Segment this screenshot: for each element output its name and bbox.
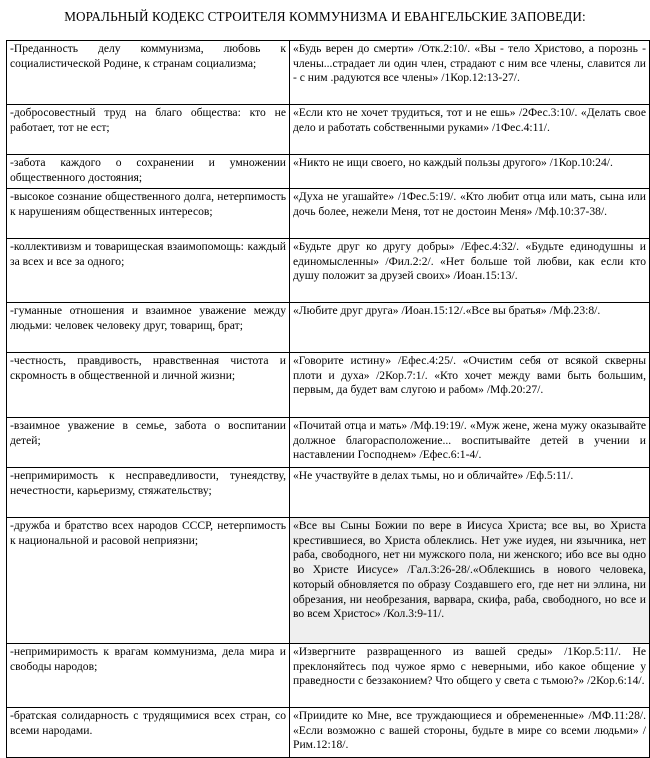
code-principle-cell: -братская солидарность с трудящимися всех стран, со всеми народами.	[7, 708, 290, 758]
code-principle-cell: -гуманные отношения и взаимное уважение между людьми: человек человеку друг, товарищ, брат;	[7, 303, 290, 353]
gospel-quote-cell: «Духа не угашайте» /1Фес.5:19/. «Кто любит отца или мать, сына или дочь более, нежели Меня, тот не достоин Меня» /Мф.10:37-38/.	[290, 189, 650, 239]
table-row	[7, 468, 650, 518]
table-row	[7, 303, 650, 353]
gospel-quote-cell: «Любите друг друга» /Иоан.15:12/.«Все вы братья» /Мф.23:8/.	[290, 303, 650, 353]
code-principle-cell: -непримиримость к врагам коммунизма, дела мира и свободы народов;	[7, 644, 290, 708]
code-principle-cell: -забота каждого о сохранении и умножении общественного достояния;	[7, 155, 290, 189]
table-row	[7, 189, 650, 239]
gospel-quote-cell: «Все вы Сыны Божии по вере в Иисуса Христа; все вы, во Христа крестившиеся, во Христа облеклись. Нет уже иудея, ни язычника, нет раба, свободного, нет ни мужского пола, ни женского; ибо все вы одно во Христе Иисусе» /Гал.3:26-28/.«Облекшись в нового человека, который обновляется по образу Создавшего его, где нет ни эллина, ни обрезания, ни необрезания, варвара, скифа, раба, свободного, но все и во всем Христос» /Кол.3:9-11/.	[290, 518, 650, 644]
gospel-quote-cell: «Почитай отца и мать» /Мф.19:19/. «Муж жене, жена мужу оказывайте должное благорасположение... воспитывайте детей в учении и наставлении Господнем» /Ефес.6:1-4/.	[290, 418, 650, 468]
gospel-quote-cell: «Не участвуйте в делах тьмы, но и обличайте» /Еф.5:11/.	[290, 468, 650, 518]
gospel-quote-cell: «Будьте друг ко другу добры» /Ефес.4:32/. «Будьте единодушны и единомысленны» /Фил.2:2/. «Нет больше той любви, как если кто душу положит за друзей своих» /Иоан.15:13/.	[290, 239, 650, 303]
table-row	[7, 105, 650, 155]
gospel-quote-cell: «Извергните развращенного из вашей среды» /1Кор.5:11/. Не преклоняйтесь под чужое ярмо с неверными, ибо какое общение у праведности с беззаконием? Что общего у света с тьмою?» /2Кор.6:14/.	[290, 644, 650, 708]
code-principle-cell: -честность, правдивость, нравственная чистота и скромность в общественной и личной жизни;	[7, 353, 290, 418]
code-principle-cell: -Преданность делу коммунизма, любовь к социалистической Родине, к странам социализма;	[7, 41, 290, 105]
gospel-quote-cell: «Приидите ко Мне, все труждающиеся и обремененные» /МФ.11:28/. «Если возможно с вашей стороны, будьте в мире со всеми людьми» /Рим.12:18/.	[290, 708, 650, 758]
document-title: МОРАЛЬНЫЙ КОДЕКС СТРОИТЕЛЯ КОММУНИЗМА И ЕВАНГЕЛЬСКИЕ ЗАПОВЕДИ:	[64, 9, 586, 24]
code-principle-cell: -взаимное уважение в семье, забота о воспитании детей;	[7, 418, 290, 468]
table-row	[7, 518, 650, 644]
table-row	[7, 644, 650, 708]
gospel-quote-cell: «Будь верен до смерти» /Отк.2:10/. «Вы - тело Христово, а порознь - члены...страдает ли один член, страдают с ним все члены, славится ли - с ним .радуются все члены» /1Кор.12:13-27/.	[290, 41, 650, 105]
codex-comparison-table	[6, 40, 650, 758]
code-principle-cell: -коллективизм и товарищеская взаимопомощь: каждый за всех и все за одного;	[7, 239, 290, 303]
code-principle-cell: -непримиримость к несправедливости, тунеядству, нечестности, карьеризму, стяжательству;	[7, 468, 290, 518]
code-principle-cell: -добросовестный труд на благо общества: кто не работает, тот не ест;	[7, 105, 290, 155]
gospel-quote-cell: «Говорите истину» /Ефес.4:25/. «Очистим себя от всякой скверны плоти и духа» /2Кор.7:1/. «Кто хочет между вами быть большим, первым, да будет вам слугою и рабом» /Мф.20:27/.	[290, 353, 650, 418]
gospel-quote-cell: «Никто не ищи своего, но каждый пользы другого» /1Кор.10:24/.	[290, 155, 650, 189]
table-row	[7, 41, 650, 105]
table-row	[7, 708, 650, 758]
code-principle-cell: -высокое сознание общественного долга, нетерпимость к нарушениям общественных интересов;	[7, 189, 290, 239]
table-row	[7, 155, 650, 189]
gospel-quote-cell: «Если кто не хочет трудиться, тот и не ешь» /2Фес.3:10/. «Делать свое дело и работать собственными руками» /1Фес.4:11/.	[290, 105, 650, 155]
code-principle-cell: -дружба и братство всех народов СССР, нетерпимость к национальной и расовой неприязни;	[7, 518, 290, 644]
table-row	[7, 239, 650, 303]
table-row	[7, 418, 650, 468]
table-row	[7, 353, 650, 418]
